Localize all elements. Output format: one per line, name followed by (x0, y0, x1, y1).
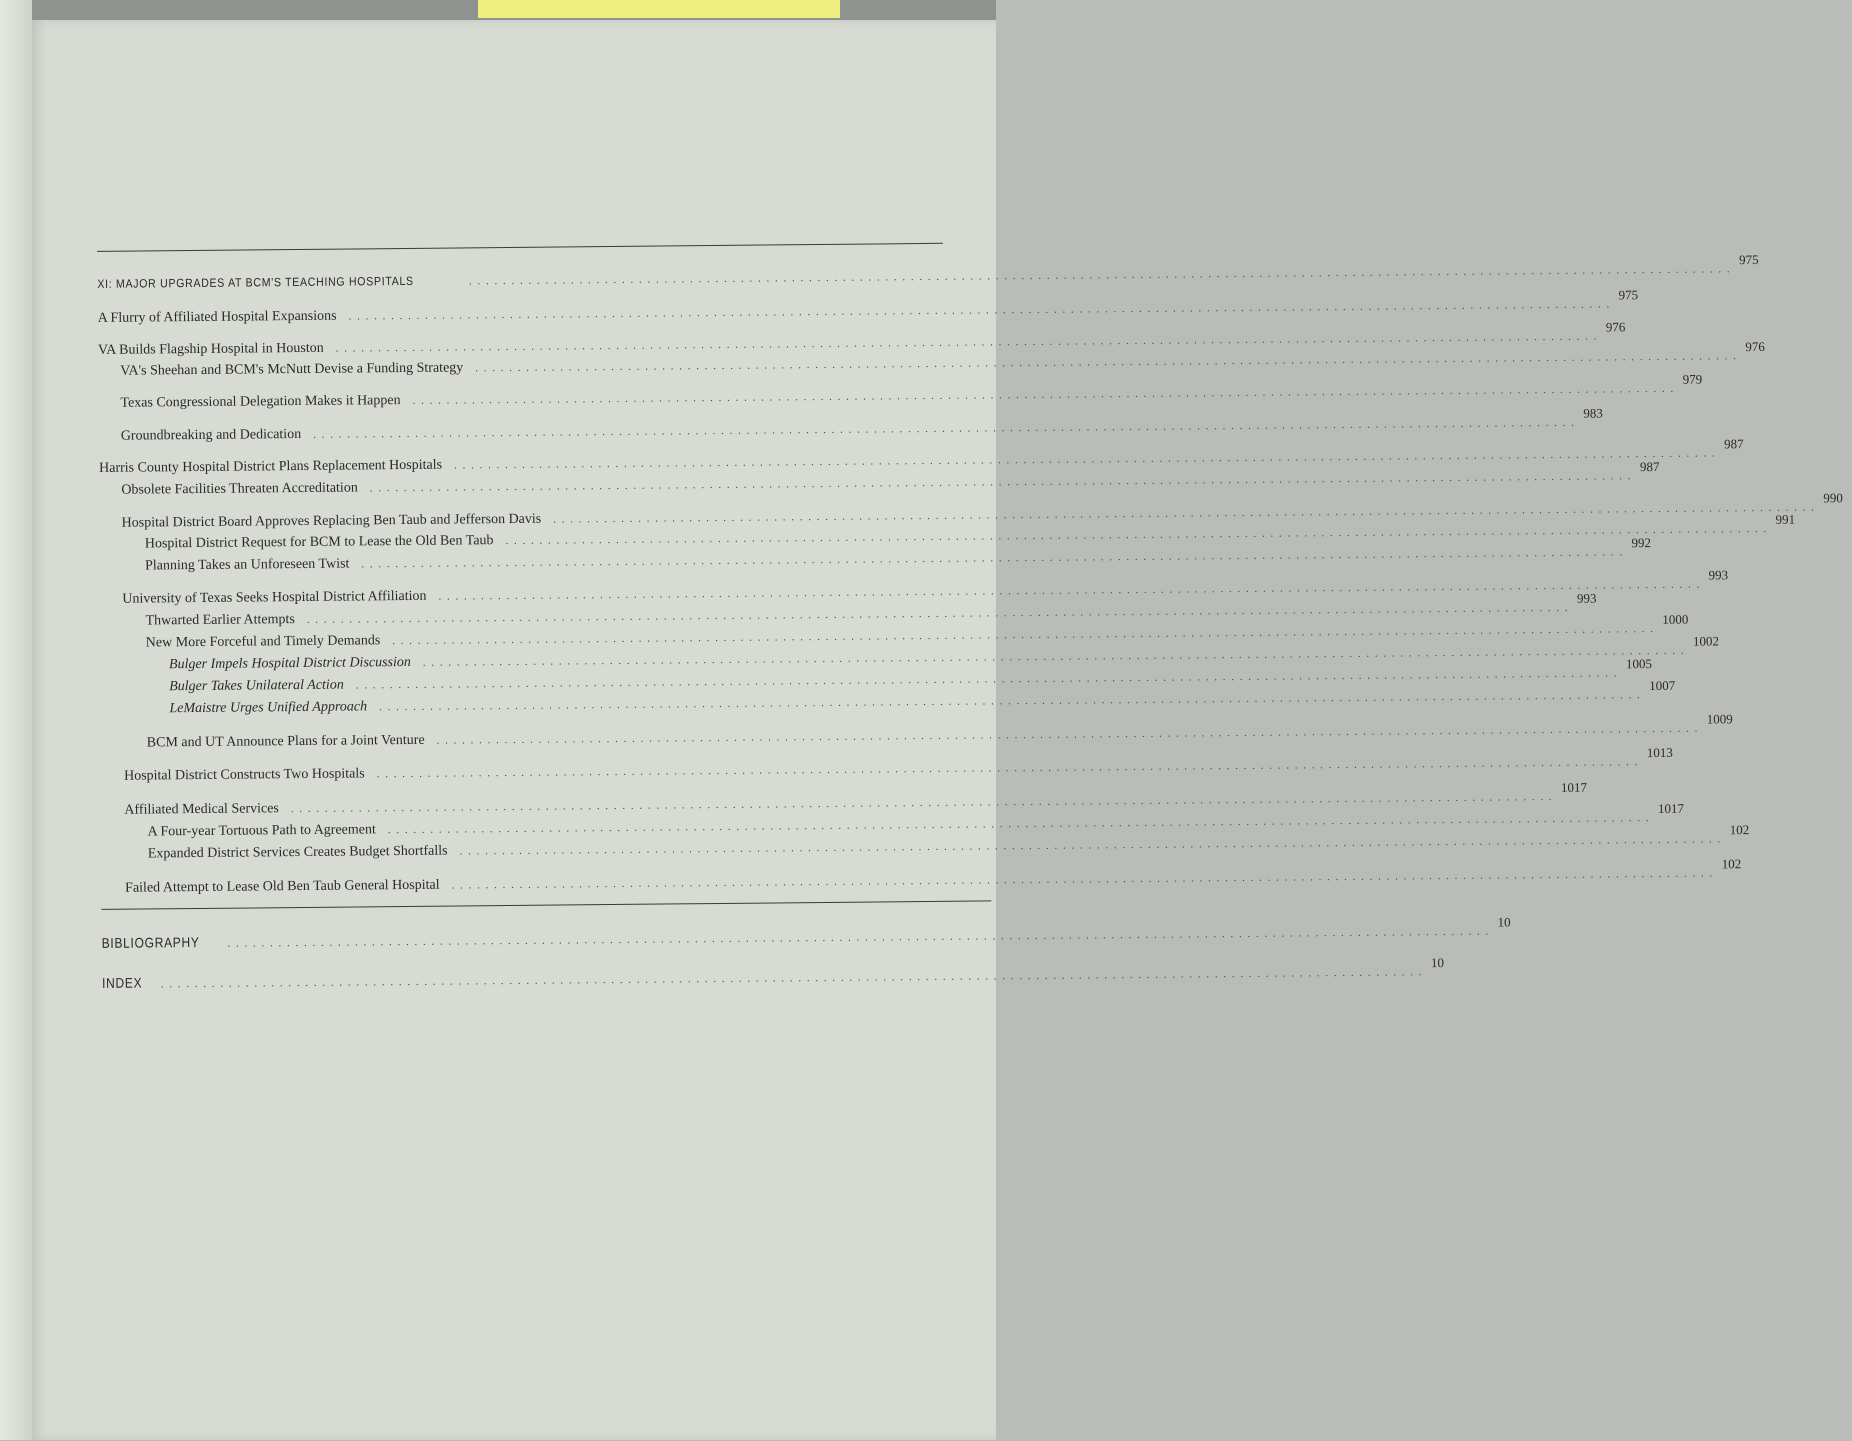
page-number: 975 (1738, 251, 1759, 268)
toc-entry-title: Hospital District Request for BCM to Lease the Old Ben Taub (144, 533, 494, 552)
page-number: 1002 (1692, 633, 1720, 649)
page-number: 987 (1724, 436, 1744, 452)
leader-dots (227, 924, 1489, 952)
toc-entry-title: VA's Sheehan and BCM's McNutt Devise a Funding Strategy (120, 360, 464, 379)
toc-entry-title: Texas Congressional Delegation Makes it Happen (120, 393, 401, 411)
toc-entry-row (122, 567, 1729, 607)
page-number: 1005 (1625, 656, 1652, 672)
page-number: 975 (1618, 287, 1639, 303)
leader-dots (377, 754, 1639, 782)
toc-entry-title: Planning Takes an Unforeseen Twist (144, 556, 350, 574)
toc-backmatter-row (101, 914, 1511, 953)
page-number: 976 (1745, 338, 1765, 355)
toc-entry-title: Harris County Hospital District Plans Replacement Hospitals (99, 457, 443, 476)
page-number: 102 (1721, 856, 1742, 872)
toc-entry-row (125, 856, 1742, 896)
page-number: 991 (1775, 511, 1796, 527)
toc-entry-row (120, 405, 1603, 445)
leader-dots (161, 964, 1423, 992)
toc-entry-row (124, 779, 1588, 818)
page-number: 976 (1605, 319, 1626, 335)
bottom-rule (101, 900, 991, 910)
leader-dots (452, 865, 1714, 893)
page-number: 979 (1682, 371, 1703, 387)
toc-entry-title: Failed Attempt to Lease Old Ben Taub General Hospital (125, 877, 440, 896)
page-number: 1017 (1560, 779, 1588, 795)
page-number: 1000 (1662, 611, 1689, 627)
toc-entry-row (99, 436, 1744, 477)
leader-dots (313, 415, 1575, 443)
toc-entry-title: LeMaistre Urges Unified Approach (169, 699, 368, 717)
toc-entry-title: Hospital District Constructs Two Hospitals (123, 766, 365, 784)
toc-entry-title: VA Builds Flagship Hospital in Houston (97, 340, 324, 358)
toc-entry-row (120, 371, 1703, 412)
toc-entry-title: BCM and UT Announce Plans for a Joint Venture (146, 732, 425, 751)
page-number: 992 (1631, 535, 1652, 551)
toc-backmatter-title: INDEX (101, 974, 143, 991)
page-number: 1017 (1657, 800, 1685, 816)
toc-entry-row (123, 744, 1673, 784)
top-rule (97, 243, 943, 252)
toc-entry-title: Bulger Takes Unilateral Action (169, 677, 344, 695)
page-number: 1013 (1646, 744, 1673, 761)
page-number: 987 (1639, 458, 1660, 475)
page-number: 990 (1823, 490, 1843, 506)
toc-entry-title: Hospital District Board Approves Replacing Ben Taub and Jefferson Davis (121, 511, 542, 531)
page-number: 10 (1430, 955, 1445, 971)
toc-entry-title: Affiliated Medical Services (124, 801, 279, 818)
toc-entry-title: Obsolete Facilities Threaten Accreditation (121, 480, 358, 498)
page-number: 993 (1708, 567, 1729, 583)
page-number: 102 (1729, 822, 1750, 838)
leader-dots (348, 296, 1610, 324)
toc-backmatter-title: BIBLIOGRAPHY (101, 933, 200, 951)
toc-entry-row (146, 711, 1733, 751)
toc-entry-title: University of Texas Seeks Hospital District Affiliation (122, 588, 427, 607)
toc-entry-title: Expanded District Services Creates Budget Shortfalls (147, 843, 448, 862)
leader-dots (469, 261, 1731, 289)
toc-entry-title: A Four-year Tortuous Path to Agreement (147, 822, 376, 840)
page-number: 1007 (1649, 677, 1676, 694)
toc-backmatter-row (101, 955, 1445, 993)
toc-entry-title: Groundbreaking and Dedication (120, 426, 302, 444)
page-number: 993 (1576, 590, 1597, 606)
toc-entry-title: A Flurry of Affiliated Hospital Expansions (97, 308, 337, 326)
page-number: 1009 (1706, 711, 1733, 727)
toc-entry-title: Bulger Impels Hospital District Discussion (168, 654, 411, 673)
page-number: 983 (1583, 405, 1603, 421)
leader-dots (413, 381, 1675, 409)
toc-entry-title: Thwarted Earlier Attempts (145, 612, 295, 629)
toc-entry-title: New More Forceful and Timely Demands (145, 633, 381, 651)
toc-chapter-row (97, 251, 1759, 293)
page-number: 10 (1497, 914, 1511, 930)
toc-chapter-title: XI: MAJOR UPGRADES AT BCM'S TEACHING HOSPITALS (97, 273, 414, 291)
leader-dots (437, 721, 1699, 749)
